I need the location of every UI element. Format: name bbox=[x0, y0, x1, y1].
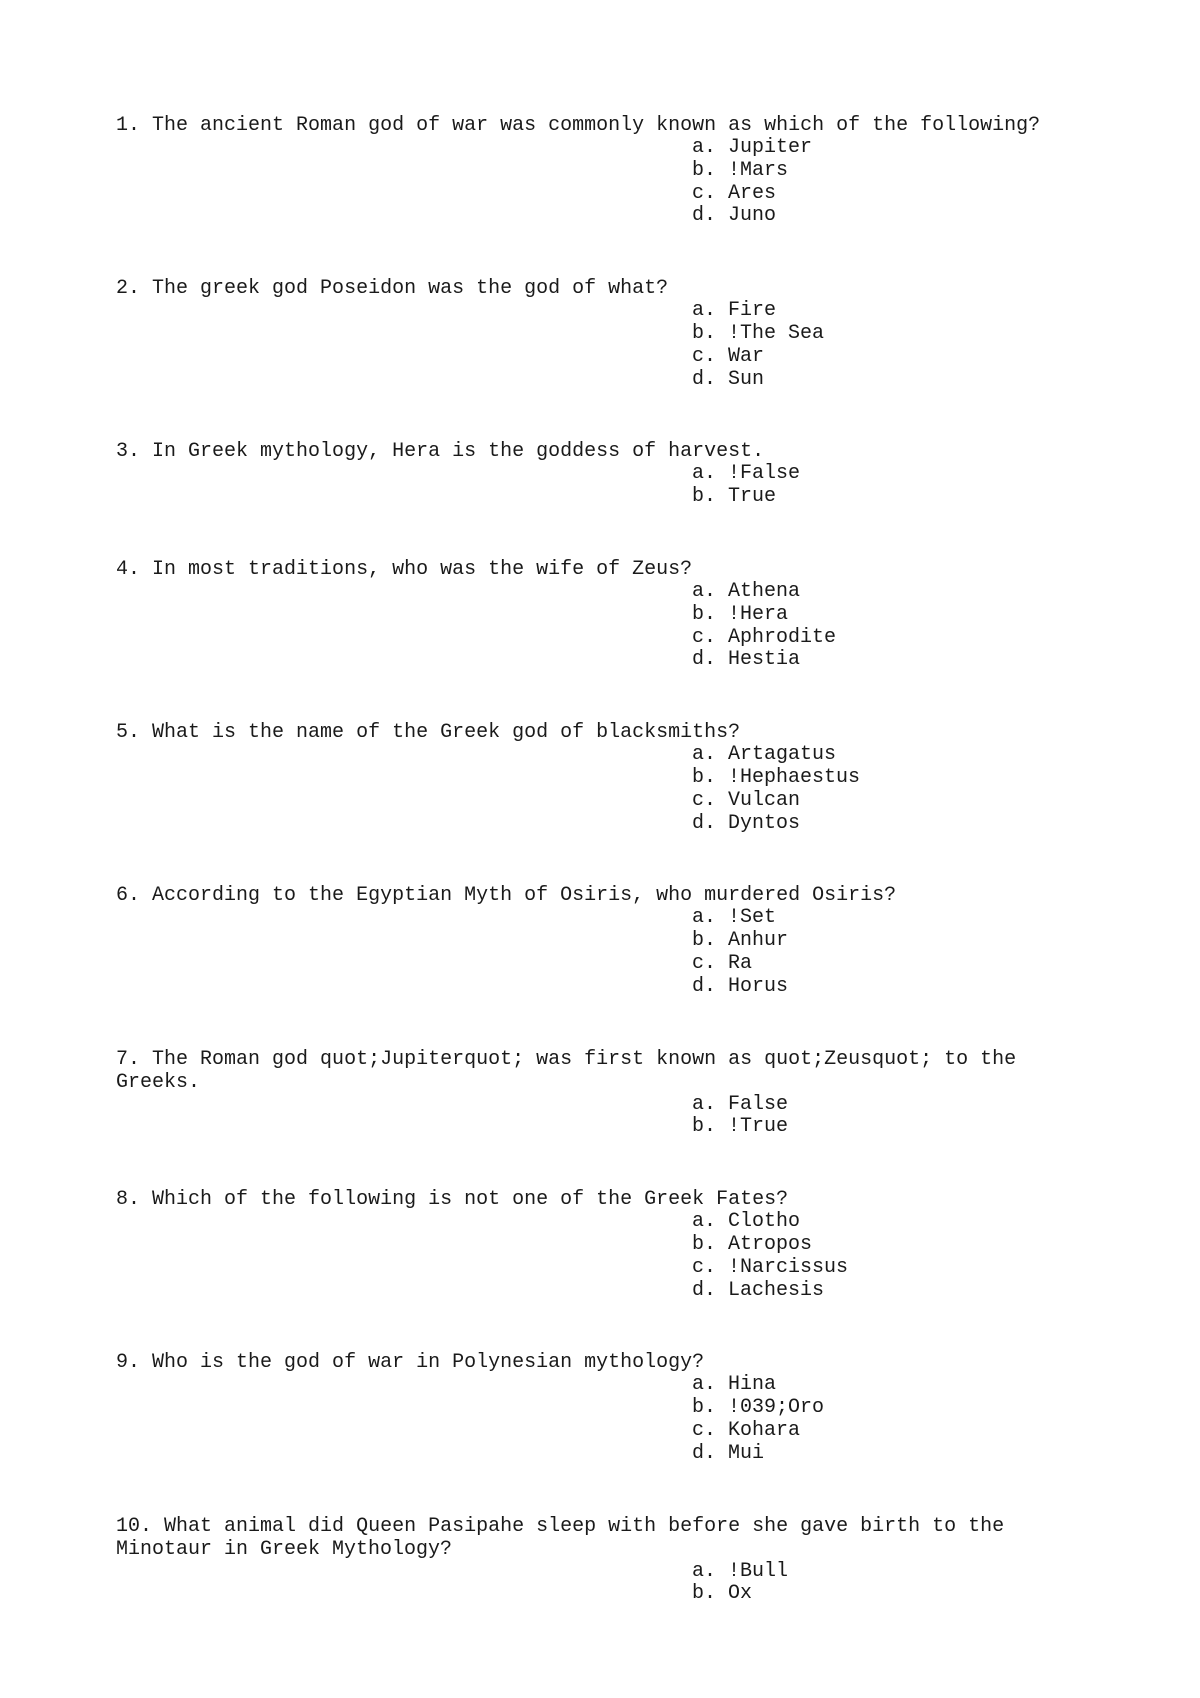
answer-option bbox=[692, 1257, 1076, 1280]
option-letter: b. bbox=[692, 158, 717, 182]
question-prompt: The greek god Poseidon was the god of what? bbox=[152, 277, 669, 301]
question-block bbox=[116, 114, 1076, 228]
option-text: !Set bbox=[728, 906, 777, 930]
option-text: Ares bbox=[728, 181, 777, 205]
option-text: !Mars bbox=[728, 158, 789, 182]
option-letter: a. bbox=[692, 1092, 717, 1116]
option-letter: a. bbox=[692, 1559, 717, 1583]
option-text: Dyntos bbox=[728, 811, 801, 835]
answer-option bbox=[692, 1211, 1076, 1234]
answer-options bbox=[116, 463, 1076, 509]
answer-option bbox=[692, 1561, 1076, 1584]
option-letter: c. bbox=[692, 1418, 717, 1442]
question-prompt: The ancient Roman god of war was commonly known as which of the following? bbox=[152, 114, 1041, 137]
question-number: 2. bbox=[116, 277, 141, 301]
option-letter: c. bbox=[692, 344, 717, 368]
answer-option bbox=[692, 346, 1076, 369]
answer-option bbox=[692, 300, 1076, 323]
question-number: 8. bbox=[116, 1188, 141, 1212]
question-block bbox=[116, 440, 1076, 509]
question-text bbox=[116, 1188, 1076, 1211]
question-text bbox=[116, 721, 1076, 744]
question-prompt: What is the name of the Greek god of blacksmiths? bbox=[152, 721, 741, 745]
answer-option bbox=[692, 205, 1076, 228]
quiz-document bbox=[116, 114, 1076, 1655]
answer-option bbox=[692, 323, 1076, 346]
answer-option bbox=[692, 1094, 1076, 1117]
answer-option bbox=[692, 953, 1076, 976]
option-text: !Narcissus bbox=[728, 1255, 849, 1279]
answer-option bbox=[692, 744, 1076, 767]
option-letter: c. bbox=[692, 625, 717, 649]
option-text: Hestia bbox=[728, 648, 801, 672]
answer-options bbox=[116, 1374, 1076, 1465]
question-number: 5. bbox=[116, 721, 141, 745]
option-letter: b. bbox=[692, 321, 717, 345]
answer-option bbox=[692, 627, 1076, 650]
option-letter: d. bbox=[692, 974, 717, 998]
answer-option bbox=[692, 930, 1076, 953]
option-letter: c. bbox=[692, 181, 717, 205]
option-text: Athena bbox=[728, 579, 801, 603]
answer-option bbox=[692, 137, 1076, 160]
question-block bbox=[116, 721, 1076, 835]
question-text bbox=[116, 1515, 1076, 1561]
option-letter: c. bbox=[692, 1255, 717, 1279]
question-number: 9. bbox=[116, 1351, 141, 1375]
option-text: Fire bbox=[728, 299, 777, 323]
answer-option bbox=[692, 604, 1076, 627]
option-letter: c. bbox=[692, 951, 717, 975]
question-block bbox=[116, 1351, 1076, 1465]
question-text bbox=[116, 440, 1076, 463]
option-letter: b. bbox=[692, 1396, 717, 1420]
option-letter: a. bbox=[692, 1210, 717, 1234]
question-prompt: In Greek mythology, Hera is the goddess of harvest. bbox=[152, 440, 765, 464]
option-letter: b. bbox=[692, 929, 717, 953]
option-text: Ox bbox=[728, 1582, 753, 1606]
answer-options bbox=[116, 300, 1076, 391]
question-text bbox=[116, 884, 1076, 907]
answer-options bbox=[116, 581, 1076, 672]
option-text: True bbox=[728, 485, 777, 509]
option-text: War bbox=[728, 344, 765, 368]
option-text: Anhur bbox=[728, 929, 789, 953]
option-letter: d. bbox=[692, 1278, 717, 1302]
answer-option bbox=[692, 976, 1076, 999]
answer-option bbox=[692, 463, 1076, 486]
question-block bbox=[116, 884, 1076, 998]
answer-options bbox=[116, 137, 1076, 228]
option-text: Horus bbox=[728, 974, 789, 998]
question-block bbox=[116, 277, 1076, 391]
option-letter: b. bbox=[692, 1115, 717, 1139]
option-letter: c. bbox=[692, 788, 717, 812]
option-letter: b. bbox=[692, 765, 717, 789]
question-prompt: What animal did Queen Pasipahe sleep with before she gave birth to the Minotaur in Greek Mythology? bbox=[116, 1514, 1005, 1561]
question-prompt: In most traditions, who was the wife of Zeus? bbox=[152, 557, 693, 581]
question-prompt: According to the Egyptian Myth of Osiris, who murdered Osiris? bbox=[152, 884, 897, 908]
option-text: Mui bbox=[728, 1441, 765, 1465]
question-text bbox=[116, 1351, 1076, 1374]
question-text bbox=[116, 1048, 1076, 1094]
question-block bbox=[116, 1515, 1076, 1607]
option-letter: d. bbox=[692, 204, 717, 228]
option-text: !039;Oro bbox=[728, 1396, 825, 1420]
question-text bbox=[116, 277, 1076, 300]
question-text bbox=[116, 114, 1076, 137]
option-text: !The Sea bbox=[728, 321, 825, 345]
question-text bbox=[116, 558, 1076, 581]
option-text: Hina bbox=[728, 1373, 777, 1397]
option-letter: a. bbox=[692, 299, 717, 323]
option-text: Artagatus bbox=[728, 743, 837, 767]
answer-option bbox=[692, 1420, 1076, 1443]
option-text: !True bbox=[728, 1115, 789, 1139]
answer-option bbox=[692, 1397, 1076, 1420]
question-prompt: Who is the god of war in Polynesian mythology? bbox=[152, 1351, 705, 1375]
question-number: 10. bbox=[116, 1514, 153, 1538]
question-number: 6. bbox=[116, 884, 141, 908]
answer-options bbox=[116, 1211, 1076, 1302]
question-number: 3. bbox=[116, 440, 141, 464]
question-block bbox=[116, 1188, 1076, 1302]
option-text: Atropos bbox=[728, 1232, 813, 1256]
answer-option bbox=[692, 813, 1076, 836]
option-letter: a. bbox=[692, 906, 717, 930]
answer-option bbox=[692, 1374, 1076, 1397]
option-letter: a. bbox=[692, 1373, 717, 1397]
option-letter: b. bbox=[692, 1582, 717, 1606]
question-prompt: Which of the following is not one of the Greek Fates? bbox=[152, 1188, 789, 1212]
option-letter: d. bbox=[692, 1441, 717, 1465]
answer-option bbox=[692, 1583, 1076, 1606]
question-number: 7. bbox=[116, 1047, 141, 1071]
answer-option bbox=[692, 1116, 1076, 1139]
answer-option bbox=[692, 649, 1076, 672]
option-text: Aphrodite bbox=[728, 625, 837, 649]
question-number: 4. bbox=[116, 557, 141, 581]
answer-option bbox=[692, 1443, 1076, 1466]
question-number: 1. bbox=[116, 114, 141, 137]
option-letter: d. bbox=[692, 648, 717, 672]
question-block bbox=[116, 1048, 1076, 1140]
option-text: Kohara bbox=[728, 1418, 801, 1442]
answer-option bbox=[692, 767, 1076, 790]
option-letter: b. bbox=[692, 485, 717, 509]
answer-option bbox=[692, 581, 1076, 604]
question-block bbox=[116, 558, 1076, 672]
option-text: Jupiter bbox=[728, 136, 813, 159]
option-letter: b. bbox=[692, 1232, 717, 1256]
answer-options bbox=[116, 744, 1076, 835]
option-letter: a. bbox=[692, 462, 717, 486]
answer-option bbox=[692, 907, 1076, 930]
option-text: Vulcan bbox=[728, 788, 801, 812]
answer-option bbox=[692, 1234, 1076, 1257]
answer-option bbox=[692, 1280, 1076, 1303]
option-letter: a. bbox=[692, 743, 717, 767]
answer-options bbox=[116, 1094, 1076, 1140]
answer-option bbox=[692, 369, 1076, 392]
answer-option bbox=[692, 790, 1076, 813]
option-text: Sun bbox=[728, 367, 765, 391]
answer-option bbox=[692, 183, 1076, 206]
option-text: Lachesis bbox=[728, 1278, 825, 1302]
option-text: !Bull bbox=[728, 1559, 789, 1583]
option-letter: d. bbox=[692, 811, 717, 835]
answer-option bbox=[692, 486, 1076, 509]
option-text: !Hera bbox=[728, 602, 789, 626]
option-letter: b. bbox=[692, 602, 717, 626]
option-letter: d. bbox=[692, 367, 717, 391]
option-letter: a. bbox=[692, 136, 717, 159]
option-text: Juno bbox=[728, 204, 777, 228]
answer-options bbox=[116, 907, 1076, 998]
option-letter: a. bbox=[692, 579, 717, 603]
option-text: Clotho bbox=[728, 1210, 801, 1234]
option-text: !False bbox=[728, 462, 801, 486]
option-text: False bbox=[728, 1092, 789, 1116]
answer-option bbox=[692, 160, 1076, 183]
option-text: Ra bbox=[728, 951, 753, 975]
answer-options bbox=[116, 1561, 1076, 1607]
question-prompt: The Roman god quot;Jupiterquot; was first known as quot;Zeusquot; to the Greeks. bbox=[116, 1047, 1017, 1094]
option-text: !Hephaestus bbox=[728, 765, 861, 789]
